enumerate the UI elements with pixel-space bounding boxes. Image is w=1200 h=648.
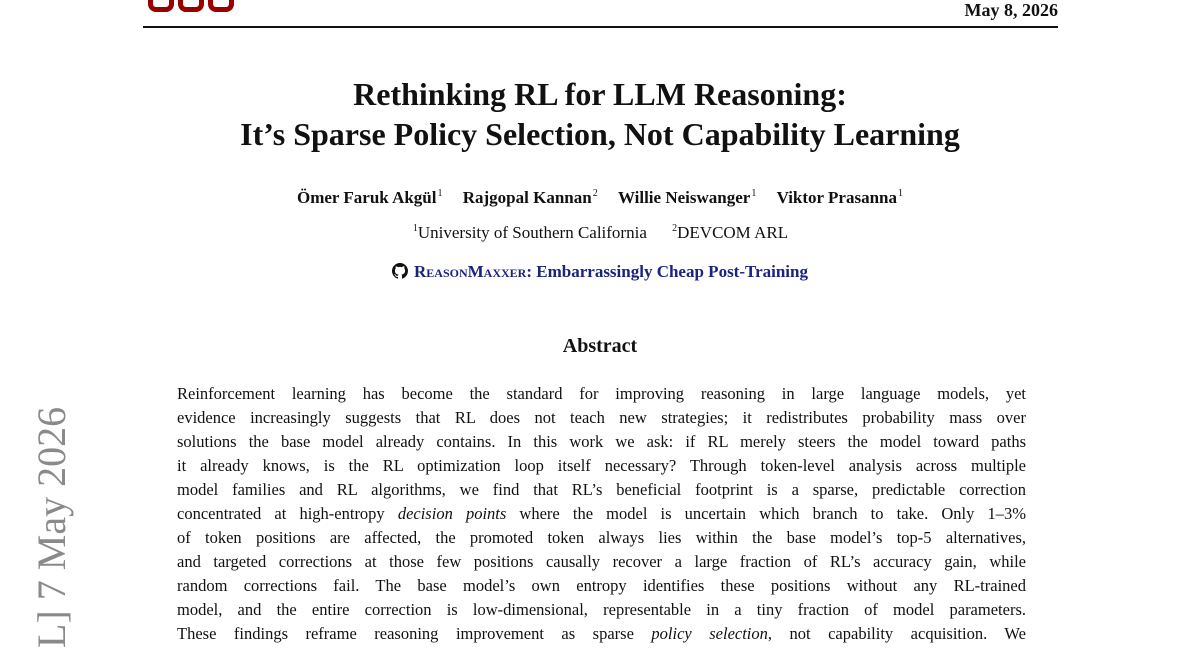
abstract-text: , not capability acquisition. We — [767, 624, 1026, 643]
affiliation — [671, 223, 788, 242]
abstract-line: model, and the entire correction is low-dimensional, representable in a tiny fraction of model parameters. — [177, 600, 1026, 619]
repository-link[interactable] — [0, 262, 1200, 282]
abstract-body — [177, 382, 1026, 646]
abstract-line — [177, 502, 1026, 526]
repository-name: ReasonMaxxer — [414, 262, 527, 281]
abstract-line: it already knows, is the RL optimization loop itself necessary? Through token-level analysis across multiple — [177, 456, 1026, 475]
abstract-line: random corrections fail. The base model’s own entropy identifies these positions without any RL-trained — [177, 576, 1026, 595]
author-name: Viktor Prasanna — [776, 188, 897, 207]
author-name: Rajgopal Kannan — [462, 188, 592, 207]
abstract-line: and targeted corrections at those few positions causally recover a large fraction of RL’s accuracy gain, while — [177, 552, 1026, 571]
author-name: Ömer Faruk Akgül — [297, 188, 437, 207]
affiliation-marker: 1 — [751, 188, 757, 199]
abstract-line: model families and RL algorithms, we find that RL’s beneficial footprint is a sparse, predictable correction — [177, 480, 1026, 499]
author-list — [0, 188, 1200, 208]
emphasized-term: policy selection — [651, 624, 768, 643]
abstract-line: solutions the base model already contains. In this work we ask: if RL merely steers the model toward paths — [177, 432, 1026, 451]
university-logo — [148, 0, 234, 12]
title-line-2: It’s Sparse Policy Selection, Not Capability Learning — [240, 116, 960, 152]
abstract-text: where the model is uncertain which branch to take. Only 1–3% — [506, 504, 1027, 523]
logo-glyph — [208, 0, 234, 12]
abstract-line: Reinforcement learning has become the standard for improving reasoning in large language models, yet — [177, 384, 1026, 403]
logo-glyph — [178, 0, 204, 12]
author — [618, 188, 756, 207]
affiliation-marker: 1 — [437, 188, 443, 199]
abstract-line: of token positions are affected, the promoted token always lies within the base model’s top-5 alternatives, — [177, 528, 1026, 547]
affiliation-name: University of Southern California — [417, 223, 647, 242]
affiliation-number: 1 — [412, 223, 418, 234]
abstract-line: evidence increasingly suggests that RL does not teach new strategies; it redistributes probability mass over — [177, 408, 1026, 427]
logo-glyph — [148, 0, 174, 12]
affiliation-marker: 2 — [592, 188, 598, 199]
affiliation-list — [0, 223, 1200, 243]
title-line-1: Rethinking RL for LLM Reasoning: — [353, 76, 847, 112]
affiliation-marker: 1 — [898, 188, 903, 199]
author — [777, 188, 903, 207]
author — [297, 188, 442, 207]
author — [463, 188, 598, 207]
emphasized-term: decision points — [397, 504, 507, 523]
abstract-text: concentrated at high-entropy — [177, 504, 398, 523]
paper-title — [0, 74, 1200, 154]
publication-date: May 8, 2026 — [964, 0, 1058, 20]
github-icon — [392, 263, 408, 279]
affiliation-number: 2 — [672, 223, 678, 234]
abstract-heading: Abstract — [562, 335, 638, 357]
abstract-line — [177, 622, 1026, 646]
affiliation — [412, 223, 647, 242]
affiliation-name: DEVCOM ARL — [677, 223, 789, 242]
author-name: Willie Neiswanger — [617, 188, 751, 207]
repository-tagline: : Embarrassingly Cheap Post-Training — [526, 262, 808, 281]
arxiv-sidebar-stamp: L] 7 May 2026 — [29, 406, 74, 648]
header-rule — [143, 26, 1058, 28]
abstract-text: These findings reframe reasoning improvement as sparse — [177, 624, 652, 643]
